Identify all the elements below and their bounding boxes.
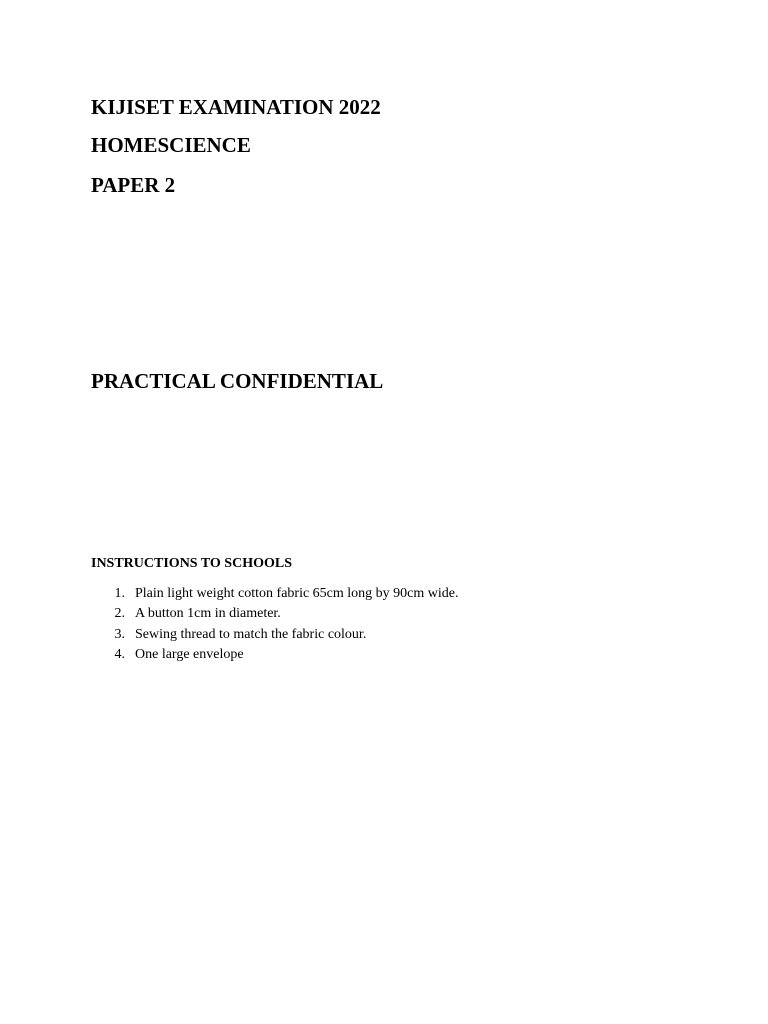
- list-item-text: A button 1cm in diameter.: [135, 606, 281, 622]
- list-item-text: Plain light weight cotton fabric 65cm long by 90cm wide.: [135, 586, 459, 601]
- subject-title: HOMESCIENCE: [91, 133, 251, 157]
- list-item-text: Sewing thread to match the fabric colour.: [135, 626, 367, 642]
- paper-title: PAPER 2: [91, 173, 176, 197]
- list-item-number: 2.: [114, 606, 125, 622]
- list-item-number: 4.: [114, 646, 125, 662]
- confidential-title: PRACTICAL CONFIDENTIAL: [91, 369, 384, 393]
- list-item-number: 3.: [114, 626, 125, 642]
- list-item-text: One large envelope: [135, 646, 244, 662]
- exam-title: KIJISET EXAMINATION 2022: [91, 95, 381, 119]
- instructions-title: INSTRUCTIONS TO SCHOOLS: [91, 556, 292, 571]
- list-item-number: 1.: [114, 586, 125, 601]
